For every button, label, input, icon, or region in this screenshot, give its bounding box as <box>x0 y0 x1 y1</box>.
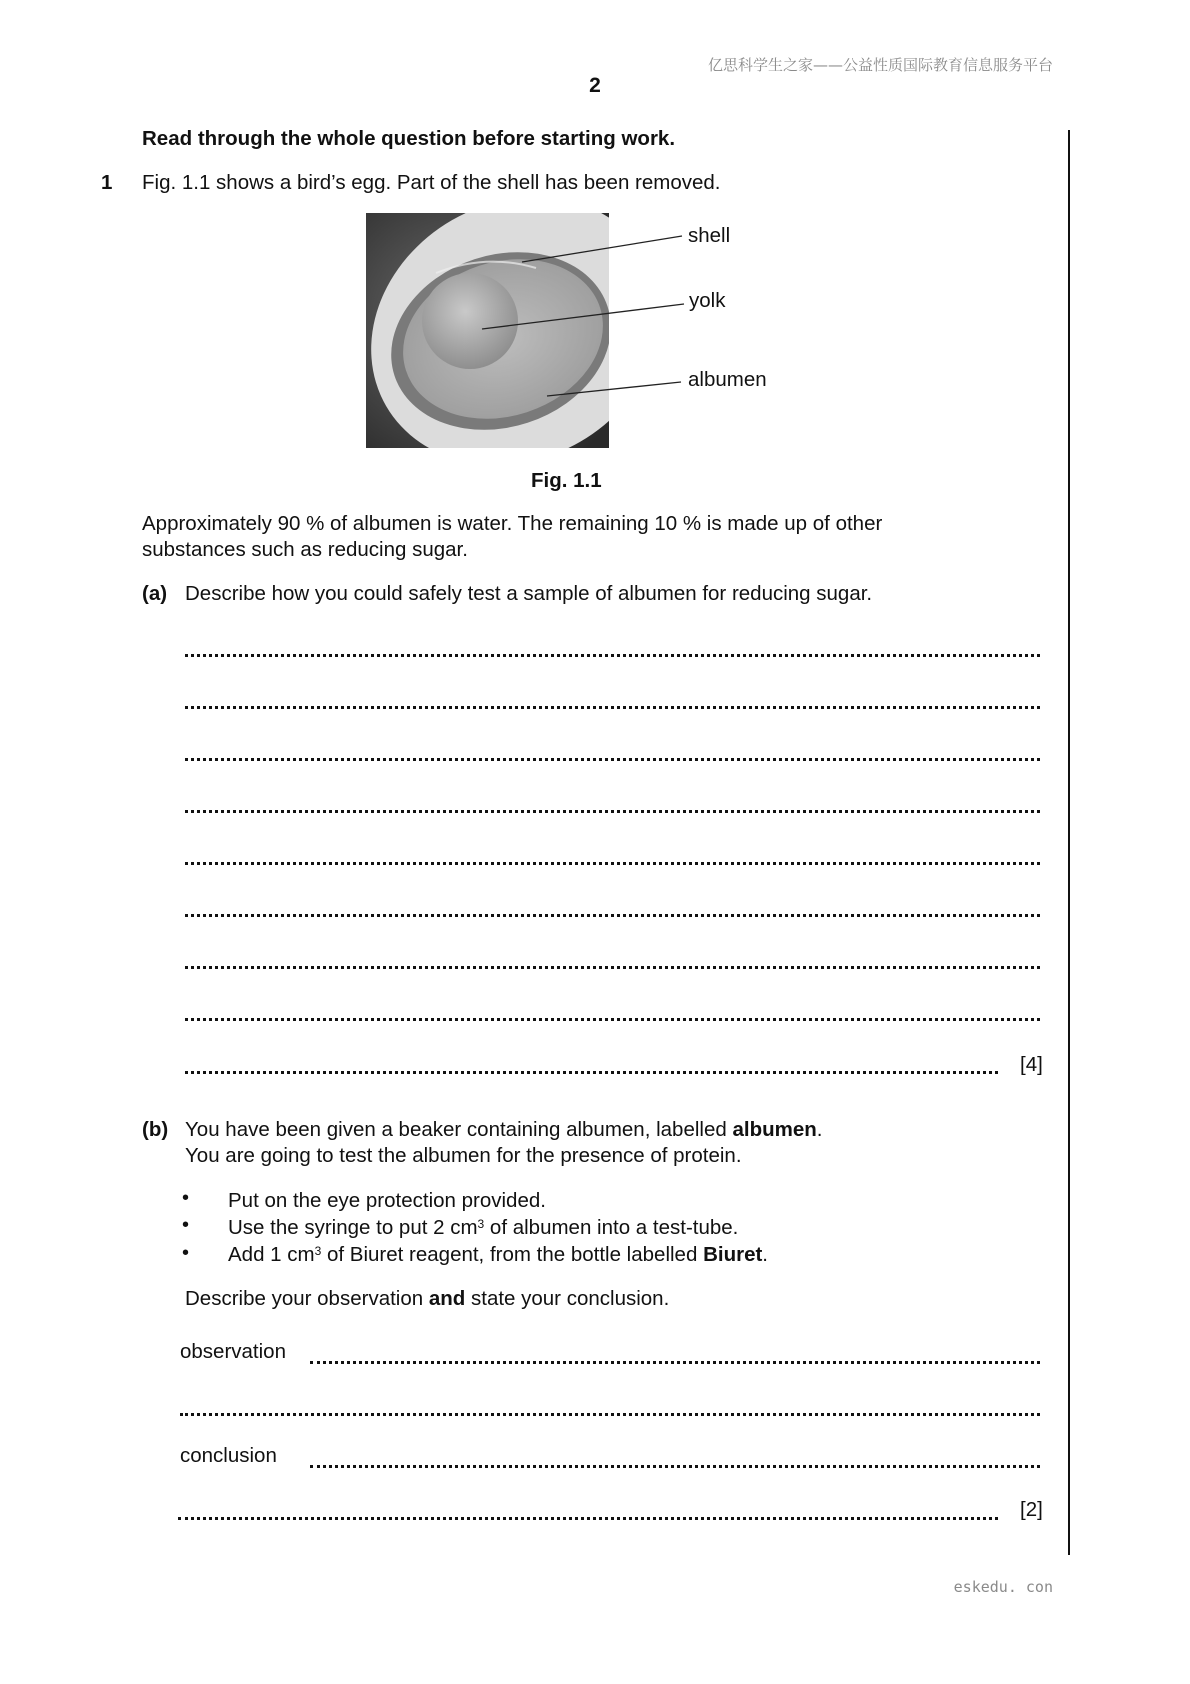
figure-caption: Fig. 1.1 <box>531 469 602 492</box>
answer-line-a7[interactable] <box>185 966 1040 969</box>
bullet-dot: • <box>182 1214 190 1236</box>
part-b-line-1: You have been given a beaker containing albumen, labelled albumen. <box>185 1118 823 1141</box>
observation-line-2[interactable] <box>180 1413 1040 1416</box>
label-albumen: albumen <box>688 368 767 391</box>
answer-line-a9[interactable] <box>185 1071 998 1074</box>
conclusion-line-2[interactable] <box>178 1517 998 1520</box>
page-number: 2 <box>589 74 601 97</box>
footer-watermark: eskedu. con <box>953 1578 1053 1596</box>
instruction-heading: Read through the whole question before starting work. <box>142 127 676 150</box>
margin-rule <box>1068 130 1070 1555</box>
part-a-marks: [4] <box>1020 1053 1043 1076</box>
header-watermark: 亿思科学生之家——公益性质国际教育信息服务平台 <box>707 56 1053 74</box>
question-number: 1 <box>101 171 113 194</box>
conclusion-line-1[interactable] <box>310 1465 1040 1468</box>
observation-label: observation <box>180 1340 286 1363</box>
label-shell: shell <box>688 224 731 247</box>
answer-line-a3[interactable] <box>185 758 1040 761</box>
part-a-label: (a) <box>142 582 168 605</box>
answer-line-a1[interactable] <box>185 654 1040 657</box>
bullet-dot: • <box>182 1187 190 1209</box>
figure-leader-lines <box>360 200 700 410</box>
part-b-line-2: You are going to test the albumen for the presence of protein. <box>185 1144 742 1167</box>
observation-line-1[interactable] <box>310 1361 1040 1364</box>
part-a-text: Describe how you could safely test a sample of albumen for reducing sugar. <box>185 582 873 605</box>
answer-line-a8[interactable] <box>185 1018 1040 1021</box>
answer-line-a6[interactable] <box>185 914 1040 917</box>
paragraph-line-2: substances such as reducing sugar. <box>142 538 468 561</box>
albumen-bold: albumen <box>732 1118 817 1141</box>
part-b-marks: [2] <box>1020 1498 1043 1521</box>
answer-line-a5[interactable] <box>185 862 1040 865</box>
bullet-3: Add 1 $cm^3$ of Biuret reagent, from the bottle labelled Biuret. <box>228 1243 768 1266</box>
part-b-prompt: Describe your observation and state your conclusion. <box>185 1287 670 1310</box>
answer-line-a4[interactable] <box>185 810 1040 813</box>
bullet-1: Put on the eye protection provided. <box>228 1189 546 1212</box>
bullet-dot: • <box>182 1242 190 1264</box>
answer-line-a2[interactable] <box>185 706 1040 709</box>
conclusion-label: conclusion <box>180 1444 277 1467</box>
label-yolk: yolk <box>689 289 726 312</box>
question-intro: Fig. 1.1 shows a bird’s egg. Part of the shell has been removed. <box>142 171 721 194</box>
paragraph-line-1: Approximately 90 % of albumen is water. The remaining 10 % is made up of other <box>142 512 883 535</box>
part-b-label: (b) <box>142 1118 169 1141</box>
bullet-2: Use the syringe to put 2 $cm^3$ of albumen into a test-tube. <box>228 1216 739 1239</box>
